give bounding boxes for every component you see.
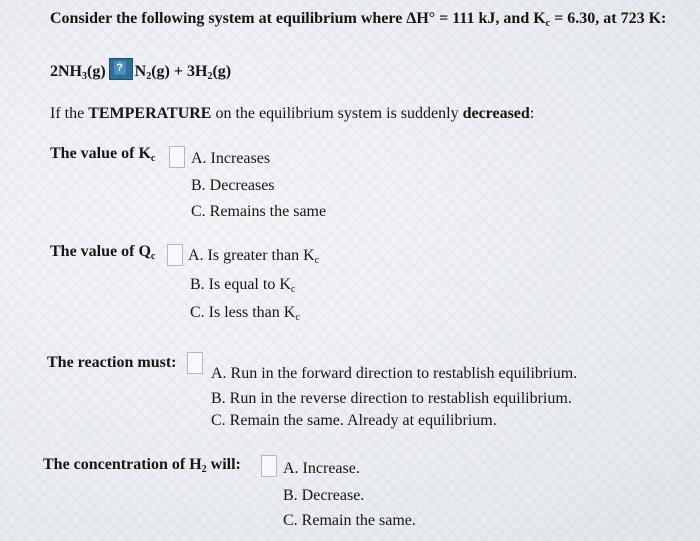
q3-label: The reaction must:	[47, 354, 177, 371]
q1-option-b: B. Decreases	[191, 177, 275, 194]
q2-label: The value of $Q_c$	[50, 243, 156, 262]
q1-label: The value of $K_c$	[50, 145, 156, 164]
q3-option-c: C. Remain the same. Already at equilibrium.	[211, 412, 497, 429]
q4-option-a: A. Increase.	[283, 460, 360, 477]
q1-option-c: C. Remains the same	[191, 203, 327, 220]
q2-option-a: A. Is greater than $K_c$	[188, 247, 320, 266]
q1-option-a: A. Increases	[191, 150, 271, 167]
condition-statement: If the TEMPERATURE on the equilibrium system is suddenly decreased:	[50, 105, 535, 122]
q4-label: The concentration of $H_2$ will:	[43, 456, 241, 475]
q4-option-c: C. Remain the same.	[283, 512, 416, 529]
q2-option-c: C. Is less than $K_c$	[190, 304, 300, 323]
q2-option-b: B. Is equal to $K_c$	[190, 276, 296, 295]
q4-option-b: B. Decrease.	[283, 487, 365, 504]
q1-answer-box[interactable]	[169, 146, 185, 168]
reaction-equation: $2NH_3(g)$? $N_2(g) + 3H_2(g)$	[50, 58, 231, 81]
equilibrium-arrow-icon	[109, 58, 133, 80]
q3-option-b: B. Run in the reverse direction to restablish equilibrium.	[211, 390, 572, 407]
q3-answer-box[interactable]	[187, 352, 203, 374]
q2-answer-box[interactable]	[167, 244, 183, 266]
problem-intro: Consider the following system at equilibrium where ΔH° = 111 kJ, and $K_c = 6.30$, at 723 K:	[50, 10, 667, 29]
q3-option-a: A. Run in the forward direction to restablish equilibrium.	[211, 365, 578, 382]
q4-answer-box[interactable]	[261, 455, 277, 477]
